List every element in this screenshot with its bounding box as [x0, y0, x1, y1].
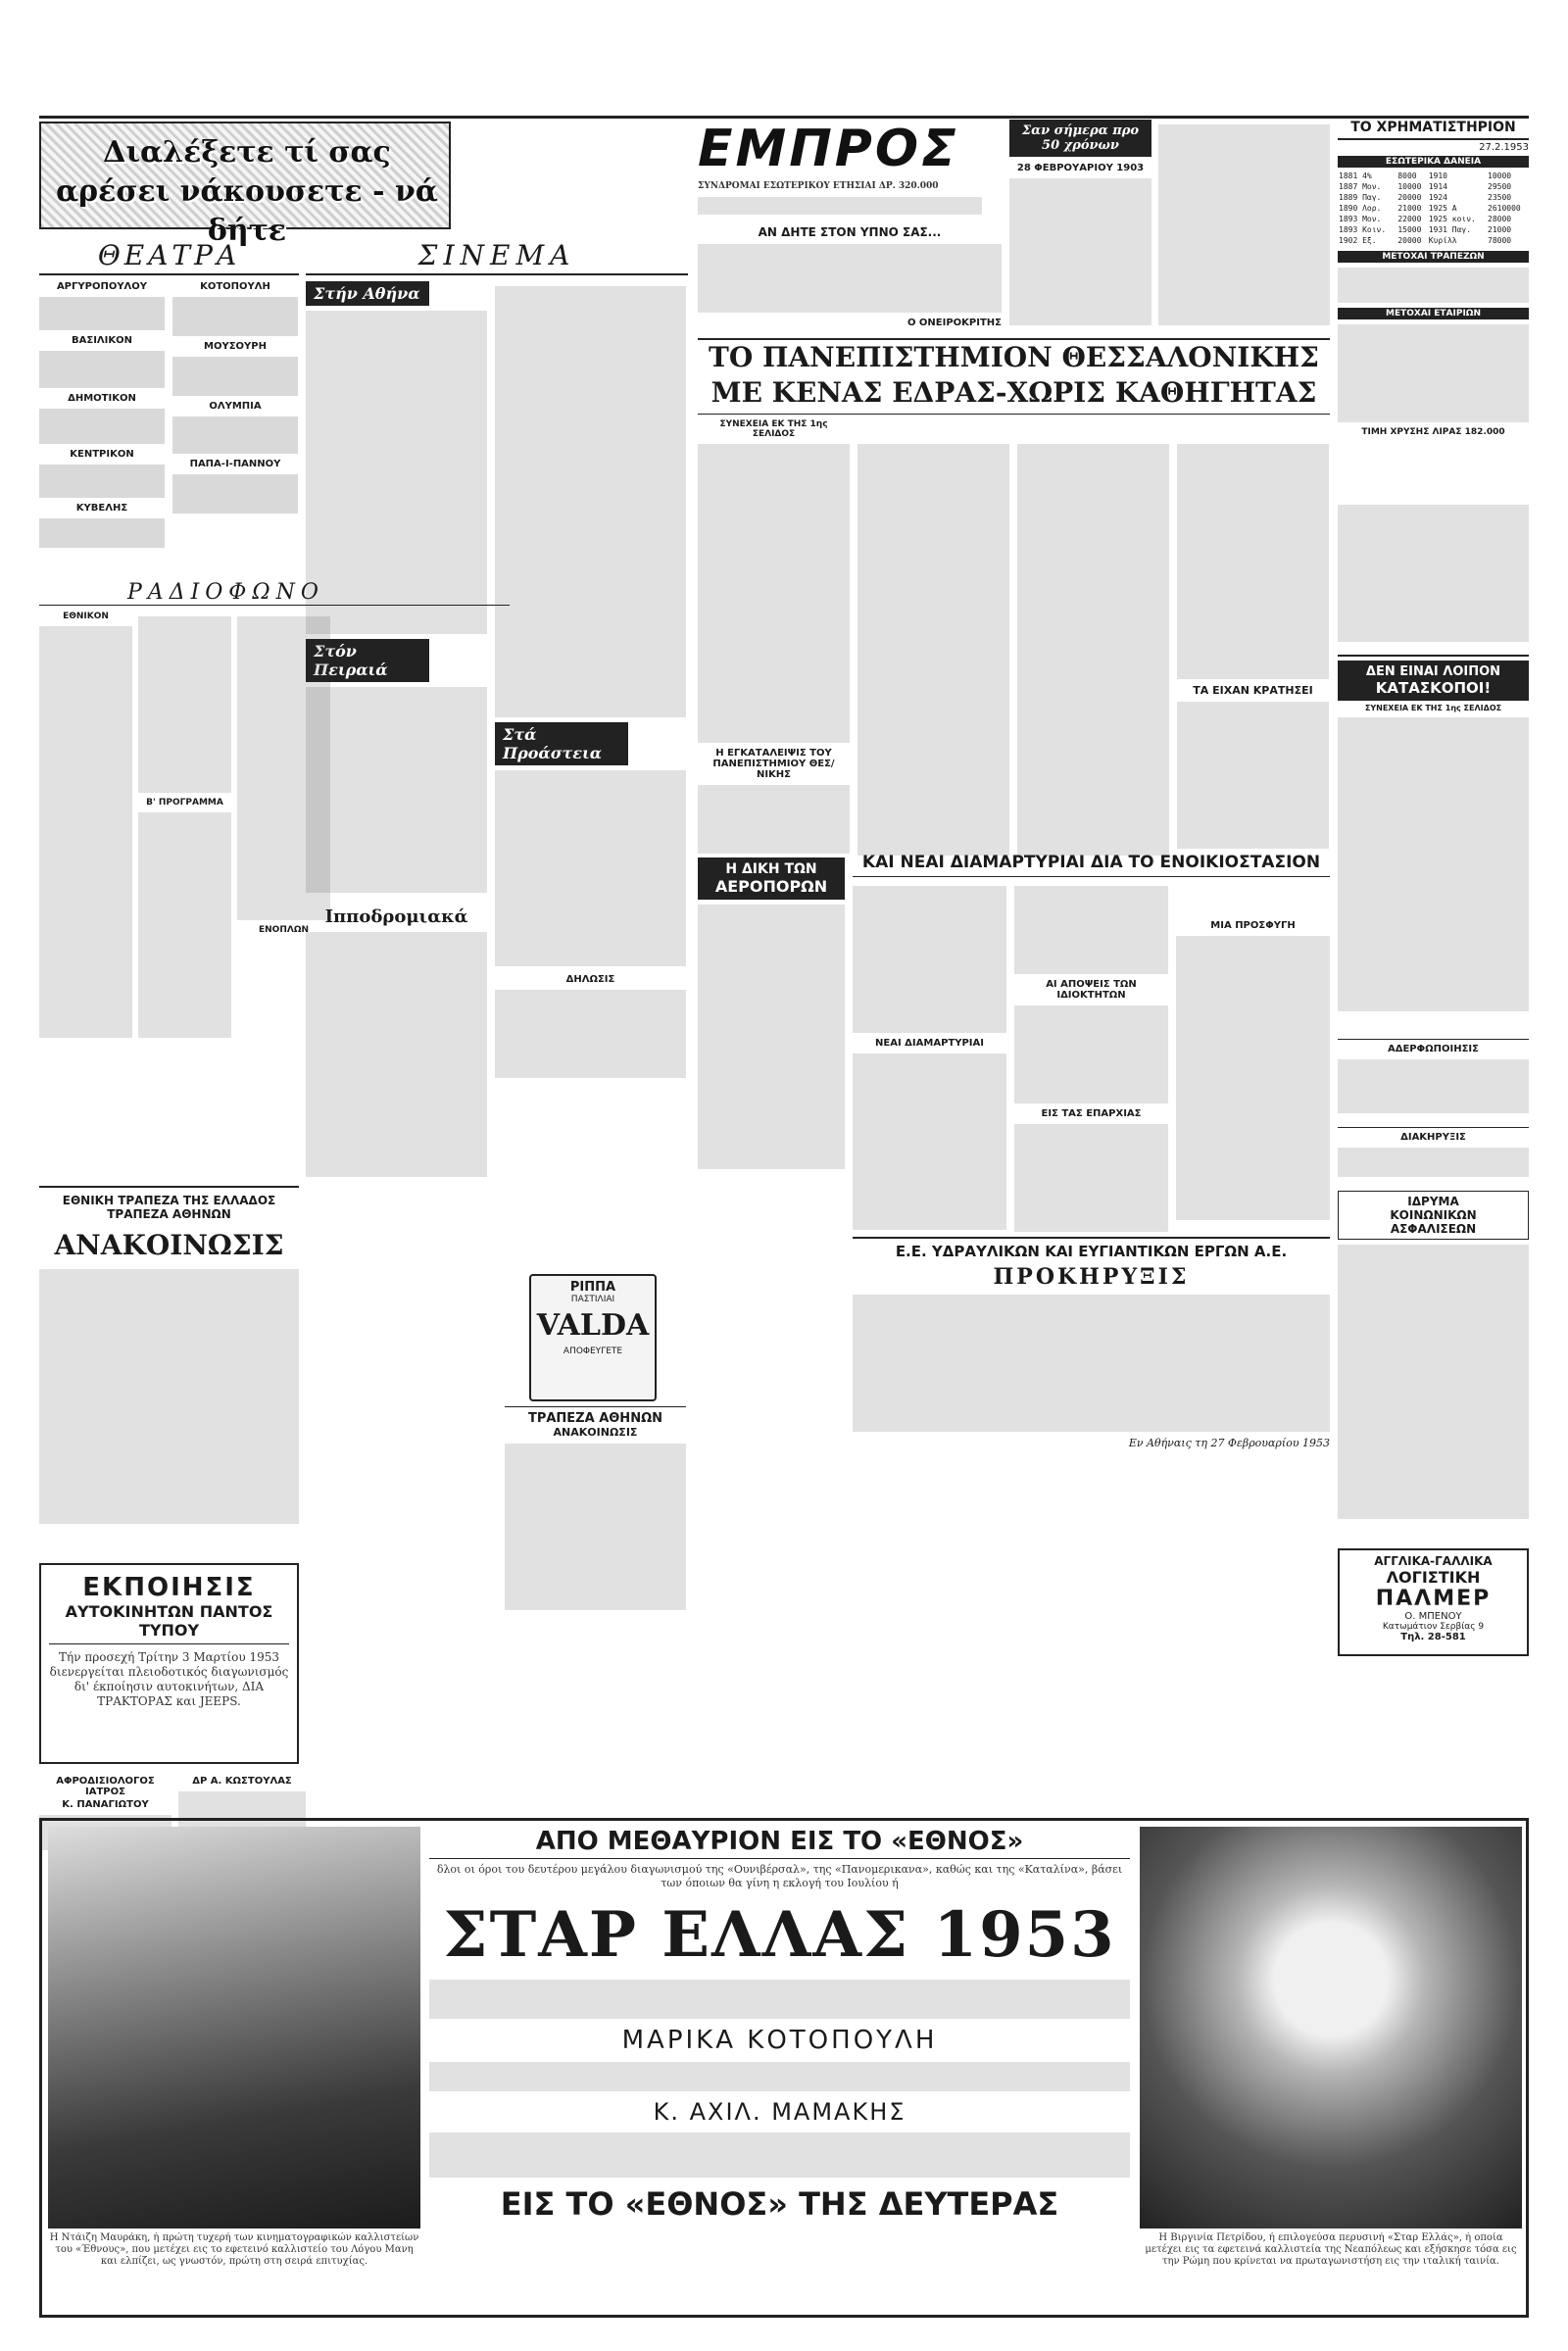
theatre-col-2 — [172, 281, 298, 553]
subscription-text: ΣΥΝΔΡΟΜΑΙ ΕΣΩΤΕΡΙΚΟΥ ΕΤΗΣΙΑΙ ΔΡ. 320.000 — [698, 181, 939, 191]
stock-loans-header: ΕΣΩΤΕΡΙΚΑ ΔΑΝΕΙΑ — [1338, 156, 1529, 168]
dream-column — [698, 225, 1002, 333]
contestant-left-photo — [48, 1827, 420, 2229]
editorial — [1338, 655, 1529, 1032]
fifty-years-text — [1158, 120, 1330, 335]
radio-station: ΕΝΟΠΛΩΝ — [258, 925, 309, 935]
auto-sale-title-1: ΕΚΠΟΙΗΣΙΣ — [82, 1573, 256, 1602]
university-headline — [698, 338, 1330, 415]
stock-title: ΤΟ ΧΡΗΜΑΤΙΣΤΗΡΙΟΝ — [1338, 120, 1529, 140]
lessons-line: ΠΑΛΜΕΡ — [1375, 1587, 1492, 1611]
table-row: 1890 Λορ. 21000 1925 Α 2610000 — [1339, 204, 1521, 213]
tenders-notice — [1338, 1127, 1529, 1186]
rent-protest — [853, 853, 1330, 1230]
athens-bank-notice — [505, 1406, 686, 1617]
top-rule — [39, 116, 1529, 119]
rent-sub: ΜΙΑ ΠΡΟΣΦΥΓΗ — [1210, 920, 1296, 931]
rent-sub: ΑΙ ΑΠΟΨΕΙΣ ΤΩΝ ΙΔΙΟΚΤΗΤΩΝ — [1046, 979, 1137, 1001]
athens-bank-subtitle: ΑΝΑΚΟΙΝΩΣΙΣ — [553, 1426, 638, 1439]
athens-bank-title: ΤΡΑΠΕΖΑ ΑΘΗΝΩΝ — [505, 1406, 686, 1426]
contest-name-2: Κ. ΑΧΙΛ. ΜΑΜΑΚΗΣ — [653, 2098, 906, 2126]
notices-announcements: ΔΗΛΩΣΙΣ — [565, 974, 615, 985]
theatre-name: ΚΥΒΕΛΗΣ — [75, 503, 128, 514]
masthead-logo — [698, 120, 977, 178]
table-row: 1887 Μον. 10000 1914 29500 — [1339, 182, 1512, 191]
aviation-title-box — [698, 857, 845, 900]
theatre-name: ΔΗΜΟΤΙΚΟΝ — [68, 393, 136, 404]
public-works-title: ΠΡΟΚΗΡΥΞΙΣ — [993, 1264, 1190, 1290]
theatre-col-1 — [39, 281, 165, 553]
theatre-name: ΚΕΝΤΡΙΚΟΝ — [70, 449, 134, 460]
insurance-notice — [1338, 1191, 1529, 1539]
contestant-right-photo — [1140, 1827, 1522, 2229]
aviation-trial — [698, 857, 845, 1181]
banner-text: Διαλέξετε τί σας αρέσει νάκουσετε - νά δήτε — [56, 135, 438, 248]
valda-subtitle: ΠΑΣΤΙΛΙΑΙ — [570, 1295, 615, 1304]
theatre-title: ΘΕΑΤΡΑ — [39, 239, 299, 275]
stock-companies-header: ΜΕΤΟΧΑΙ ΕΤΑΙΡΙΩΝ — [1338, 308, 1529, 319]
cinema-piraeus-header: Στόν Πειραιά — [306, 639, 429, 682]
rent-headline: ΚΑΙ ΝΕΑΙ ΔΙΑΜΑΡΤΥΡΙΑΙ ΔΙΑ ΤΟ ΕΝΟΙΚΙΟΣΤΑΣΙΟΝ — [853, 853, 1330, 877]
right-caption — [1140, 2232, 1522, 2311]
cinema-athens-header: Στήν Αθήνα — [306, 281, 429, 306]
aviation-title-1: Η ΔΙΚΗ ΤΩΝ — [725, 861, 817, 877]
radio-title: ΡΑΔΙΟΦΩΝΟ — [39, 580, 510, 606]
valda-ad — [529, 1274, 657, 1401]
fifty-years-box — [1009, 120, 1152, 335]
public-works-date: Εν Αθήναις τη 27 Φεβρουαρίου 1953 — [1128, 1437, 1330, 1449]
lessons-line: Κατωμάτιον Σερβίας 9 — [1382, 1622, 1485, 1632]
university-continuation: ΣΥΝΕΧΕΙΑ ΕΚ ΤΗΣ 1ης ΣΕΛΙΔΟΣ — [719, 419, 828, 439]
entertainment-banner — [39, 122, 451, 248]
valda-brand: VALDA — [536, 1308, 650, 1343]
radio-station: Β' ΠΡΟΓΡΑΜΜΑ — [146, 798, 223, 808]
lessons-line: ΑΓΓΛΙΚΑ-ΓΑΛΛΙΚΑ — [1374, 1554, 1493, 1568]
stock-date: 27.2.1953 — [1479, 142, 1529, 153]
stock-extra — [1338, 500, 1529, 647]
paper-name: ΕΜΠΡΟΣ — [698, 120, 959, 178]
star-hellas-ad — [39, 1818, 1529, 2318]
stock-banks-header: ΜΕΤΟΧΑΙ ΤΡΑΠΕΖΩΝ — [1338, 251, 1529, 263]
right-caption-text: Η Βιργινία Πετρίδου, ή επιλογεύσα περυσινή «Σταρ Ελλάς», ή οποία μετέχει εις τα εφετεινά καλλιστεία της Νεαπόλεως και εξήσκησε τόσα εις την Ρώμη που κρίνεται να πρωταγωνιστήση εις την ιταλική ταινία. — [1145, 2232, 1517, 2267]
rent-sub: ΕΙΣ ΤΑΣ ΕΠΑΡΧΙΑΣ — [1041, 1108, 1142, 1119]
doctor-title: ΑΦΡΟΔΙΣΙΟΛΟΓΟΣ ΙΑΤΡΟΣ — [56, 1776, 155, 1797]
contest-subtitle: δλοι οι όροι του δευτέρου μεγάλου διαγωνισμού της «Ουνιβέρσαλ», της «Πανομερικανα», καθώς και της «Καταλίνα», βάσει των όποιων θα γίνη η εκλογή του Ιουλίου ή — [436, 1863, 1123, 1889]
column-title: ΑΝ ΔΗΤΕ ΣΤΟΝ ΥΠΝΟ ΣΑΣ... — [758, 225, 942, 239]
insurance-title-2: ΚΟΙΝΩΝΙΚΩΝ — [1390, 1208, 1477, 1222]
contest-name-1: ΜΑΡΙΚΑ ΚΟΤΟΠΟΥΛΗ — [621, 2026, 938, 2055]
tenders-title: ΔΙΑΚΗΡΥΞΙΣ — [1400, 1132, 1466, 1143]
theatre-name: ΒΑΣΙΛΙΚΟΝ — [72, 335, 132, 346]
contest-top: ΑΠΟ ΜΕΘΑΥΡΙΟΝ ΕΙΣ ΤΟ «ΕΘΝΟΣ» — [429, 1825, 1130, 1859]
brotherhood-notice — [1338, 1039, 1529, 1122]
column-signature: Ο ΟΝΕΙΡΟΚΡΙΤΗΣ — [906, 318, 1002, 328]
editorial-headline-box — [1338, 661, 1529, 701]
table-row: 1893 Μον. 22000 1925 κοιν. 28000 — [1339, 215, 1512, 223]
contest-title: ΣΤΑΡ ΕΛΛΑΣ 1953 — [443, 1898, 1116, 1972]
theatre-name: ΜΟΥΣΟΥΡΗ — [204, 341, 267, 352]
left-caption — [48, 2232, 420, 2311]
table-row: 1902 Εξ. 20000 Κυρίλλ 78000 — [1339, 236, 1512, 245]
contest-bottom: ΕΙΣ ΤΟ «ΕΘΝΟΣ» ΤΗΣ ΔΕΥΤΕΡΑΣ — [500, 2185, 1059, 2223]
cinema-title: ΣΙΝΕΜΑ — [306, 239, 688, 275]
bank-title: ΑΝΑΚΟΙΝΩΣΙΣ — [54, 1229, 284, 1261]
cinema-suburbs-header: Στά Προάστεια — [495, 722, 628, 765]
stock-loans-table — [1338, 171, 1529, 246]
table-row: 1889 Παγ. 20000 1924 23500 — [1339, 193, 1512, 202]
university-headline-line1: ΤΟ ΠΑΝΕΠΙΣΤΗΜΙΟΝ ΘΕΣΣΑΛΟΝΙΚΗΣ — [709, 341, 1319, 373]
insurance-title-3: ΑΣΦΑΛΙΣΕΩΝ — [1390, 1222, 1477, 1236]
public-works-company: Ε.Ε. ΥΔΡΑΥΛΙΚΩΝ ΚΑΙ ΕΥΓΙΑΝΤΙΚΩΝ ΕΡΓΩΝ Α.Ε. — [895, 1243, 1288, 1260]
contest-center — [429, 1825, 1130, 2315]
editorial-headline-2: ΚΑΤΑΣΚΟΠΟΙ! — [1375, 679, 1492, 697]
lessons-line: Τηλ. 28-581 — [1400, 1632, 1466, 1642]
university-article — [698, 419, 1330, 851]
brotherhood-title: ΑΔΕΡΦΩΠΟΙΗΣΙΣ — [1388, 1044, 1479, 1054]
stock-market — [1338, 120, 1529, 497]
editorial-continuation: ΣΥΝΕΧΕΙΑ ΕΚ ΤΗΣ 1ης ΣΕΛΙΔΟΣ — [1364, 704, 1502, 712]
bank-announcement — [39, 1186, 299, 1558]
theatre-name: ΑΡΓΥΡΟΠΟΥΛΟΥ — [56, 281, 148, 292]
lessons-line: ΛΟΓΙΣΤΙΚΗ — [1386, 1568, 1481, 1587]
horse-racing-title: Ιπποδρομιακά — [324, 906, 468, 927]
doctor-title: ΔΡ Α. ΚΩΣΤΟΥΛΑΣ — [192, 1776, 292, 1787]
theatre-name: ΟΛΥΜΠΙΑ — [209, 401, 262, 412]
fifty-years-title: Σαν σήμερα προ 50 χρόνων — [1009, 120, 1152, 157]
valda-top-word: ΡΙΠΠΑ — [569, 1280, 616, 1295]
aviation-title-2: ΑΕΡΟΠΟΡΩΝ — [714, 877, 828, 896]
fifty-years-date: 28 ΦΕΒΡΟΥΑΡΙΟΥ 1903 — [1016, 163, 1145, 173]
editorial-headline-1: ΔΕΝ ΕΙΝΑΙ ΛΟΙΠΟΝ — [1365, 664, 1501, 679]
public-works-tender — [853, 1237, 1330, 1482]
radio-station: ΕΘΝΙΚΟΝ — [63, 612, 109, 621]
table-row: 1881 4% 8000 1910 10000 — [1339, 171, 1512, 180]
auto-sale-ad — [39, 1563, 299, 1764]
insurance-title — [1338, 1191, 1529, 1240]
auto-sale-body: Τήν προσεχή Τρίτην 3 Μαρτίου 1953 διενεργείται πλειοδοτικός διαγωνισμός δι' έκποίησιν αυτοκινήτων, ΔΙΑ ΤΡΑΚΤΟΡΑΣ και JEEPS. — [49, 1650, 289, 1708]
valda-bottom: ΑΠΟΦΕΥΓΕΤΕ — [563, 1347, 623, 1356]
university-headline-line2: ΜΕ ΚΕΝΑΣ ΕΔΡΑΣ-ΧΩΡΙΣ ΚΑΘΗΓΗΤΑΣ — [710, 376, 1317, 409]
university-arrests: ΤΑ ΕΙΧΑΝ ΚΡΑΤΗΣΕΙ — [1193, 684, 1313, 697]
theatre-name: ΚΟΤΟΠΟΥΛΗ — [200, 281, 270, 292]
table-row: 1893 Κοιν. 15000 1931 Παγ. 21000 — [1339, 225, 1512, 234]
lessons-line: Ο. ΜΠΕΝΟΥ — [1404, 1611, 1462, 1622]
gold-price: ΤΙΜΗ ΧΡΥΣΗΣ ΛΙΡΑΣ 182.000 — [1361, 427, 1505, 437]
radio-section — [39, 580, 510, 1149]
doctor-name: Κ. ΠΑΝΑΓΙΩΤΟΥ — [62, 1799, 149, 1810]
bank-name: ΕΘΝΙΚΗ ΤΡΑΠΕΖΑ ΤΗΣ ΕΛΛΑΔΟΣ ΤΡΑΠΕΖΑ ΑΘΗΝΩΝ — [62, 1194, 276, 1221]
left-caption-text: Η Ντάιζη Μαυράκη, ή πρώτη τυχερή των κινηματογραφικών καλλιστείων του «Έθνους», που μετέχει εις το εφετεινό καλλιστείο του Λόγου Μανη και ελπίζει, ως γνωστόν, πρώτη στη σειρά επιτυχίας. — [49, 2232, 419, 2267]
theatre-section — [39, 239, 299, 577]
subscription-line — [698, 180, 982, 220]
auto-sale-title-2: ΑΥΤΟΚΙΝΗΤΩΝ ΠΑΝΤΟΣ ΤΥΠΟΥ — [49, 1602, 289, 1644]
theatre-name: ΠΑΠΑ-Ι-ΠΑΝΝΟΥ — [189, 459, 281, 469]
insurance-title-1: ΙΔΡΥΜΑ — [1407, 1195, 1459, 1208]
lessons-ad — [1338, 1548, 1529, 1656]
university-subhead: Η ΕΓΚΑΤΑΛΕΙΨΙΣ ΤΟΥ ΠΑΝΕΠΙΣΤΗΜΙΟΥ ΘΕΣ/ΝΙΚΗΣ — [712, 748, 835, 780]
rent-sub: ΝΕΑΙ ΔΙΑΜΑΡΤΥΡΙΑΙ — [875, 1038, 984, 1049]
